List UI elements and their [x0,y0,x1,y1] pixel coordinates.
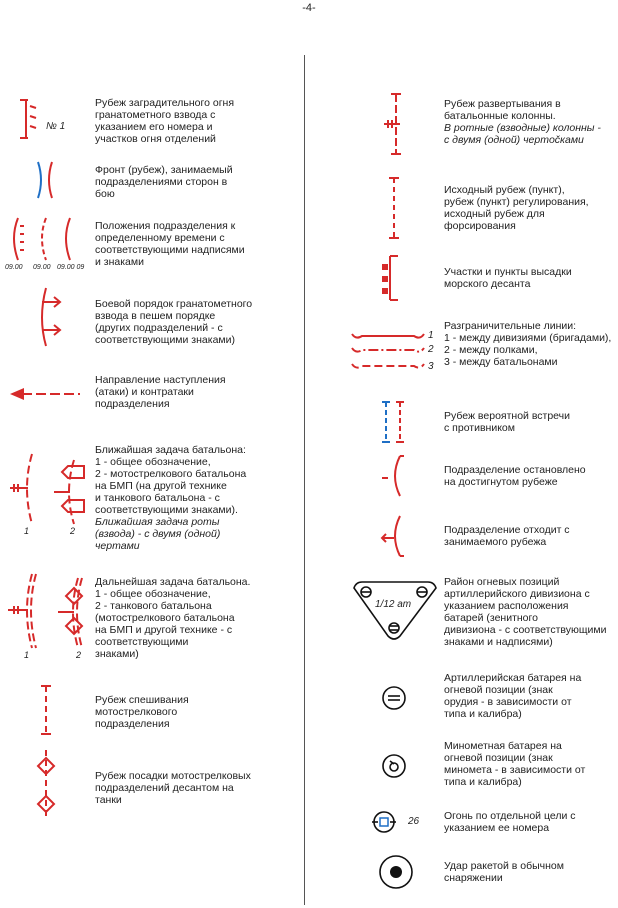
landing-area-symbol [378,254,404,304]
entry-meeting-line: Рубеж вероятной встречи с противником [444,410,571,434]
dismount-line-symbol [36,684,56,738]
immediate-task-label-1: 1 [24,526,30,536]
battle-order-symbol [28,286,68,350]
entry-barrage-line: Рубеж заградительного огня гранатометного взвода с указанием его номера и участков огня отделений [95,97,235,145]
boundary-label-3: 3 [428,361,434,372]
barrage-number: № 1 [46,121,66,132]
time-label-2: 09.00 [33,264,51,271]
boundary-lines-symbol [348,328,428,376]
boundary-label-1: 1 [428,330,434,341]
front-line-symbol [30,160,60,202]
time-label-3: 09.00 09 [57,264,85,271]
start-line-symbol [384,176,404,242]
entry-start-line: Исходный рубеж (пункт), рубеж (пункт) регулирования, исходный рубеж для форсирования [444,184,589,232]
mortar-battery-symbol [380,752,410,782]
time-label-1: 09.00 [5,264,23,271]
target-number: 26 [408,816,420,827]
entry-battle-order: Боевой порядок гранатометного взвода в пешем порядке (других подразделений - с соответствующими знаками) [95,298,253,346]
entry-dismount-line: Рубеж спешивания мотострелкового подразделения [95,694,189,730]
entry-immediate-task: Ближайшая задача батальона: 1 - общее обозначение, 2 - мотострелкового батальона на БМП (на другой технике и танкового батальона - с соответствующими знаками). Ближайшая задача роты (взвода) - с двумя (одной) чертами [95,444,247,552]
entry-unit-withdrawing: Подразделение отходит с занимаемого рубежа [444,524,570,548]
entry-unit-positions: Положения подразделения к определенному времени с соответствующими надписями и знаками [95,220,245,268]
tank-boarding-symbol [30,748,62,822]
entry-front-line: Фронт (рубеж), занимаемый подразделениями сторон в бою [95,164,233,200]
entry-mortar-battery: Минометная батарея на огневой позиции (знак миномета - в зависимости от типа и калибра) [444,740,586,788]
artillery-area-label: 1/12 ат [375,599,412,610]
entry-boundary-lines: Разграничительные линии: 1 - между дивизиями (бригадами), 2 - между полками, 3 - между батальонами [444,320,612,368]
target-fire-symbol [370,810,400,836]
artillery-area-symbol [350,578,440,644]
entry-target-fire: Огонь по отдельной цели с указанием ее номера [444,810,576,834]
immediate-task-label-2: 2 [70,526,76,536]
unit-stopped-symbol [380,454,410,500]
subsequent-task-label-2: 2 [76,650,82,660]
unit-positions-symbol [4,212,84,268]
unit-withdrawing-symbol [380,514,412,560]
entry-unit-stopped: Подразделение остановлено на достигнутом рубеже [444,464,586,488]
entry-tank-boarding: Рубеж посадки мотострелковых подразделений десантом на танки [95,770,251,806]
entry-artillery-battery: Артиллерийская батарея на огневой позиции (знак орудия - в зависимости от типа и калибра) [444,672,582,720]
entry-landing-area: Участки и пункты высадки морского десанта [444,266,572,290]
subsequent-task-symbol [4,572,94,652]
missile-strike-symbol [376,852,416,892]
meeting-line-symbol [378,398,408,446]
entry-missile-strike: Удар ракетой в обычном снаряжении [444,860,564,884]
boundary-label-2: 2 [428,344,434,355]
attack-direction-symbol [8,386,84,402]
immediate-task-symbol [4,452,90,528]
entry-subsequent-task: Дальнейшая задача батальона. 1 - общее обозначение, 2 - танкового батальона (мотострелкового батальона на БМП и другой технике - с соответствующими знаками) [95,576,251,660]
barrage-line-symbol [14,96,44,142]
column-divider [304,55,305,905]
entry-deployment-line: Рубеж развертывания в батальонные колонны. В ротные (взводные) колонны - с двумя (одной) чертočками [444,98,601,146]
entry-artillery-area: Район огневых позиций артиллерийского дивизиона с указанием расположения батарей (зенитного дивизиона - с соответствующими знаками и надписями) [444,576,607,648]
deployment-line-symbol [380,92,410,158]
entry-attack-direction: Направление наступления (атаки) и контратаки подразделения [95,374,226,410]
subsequent-task-label-1: 1 [24,650,30,660]
page-number: -4- [302,2,316,14]
artillery-battery-symbol [380,684,410,714]
